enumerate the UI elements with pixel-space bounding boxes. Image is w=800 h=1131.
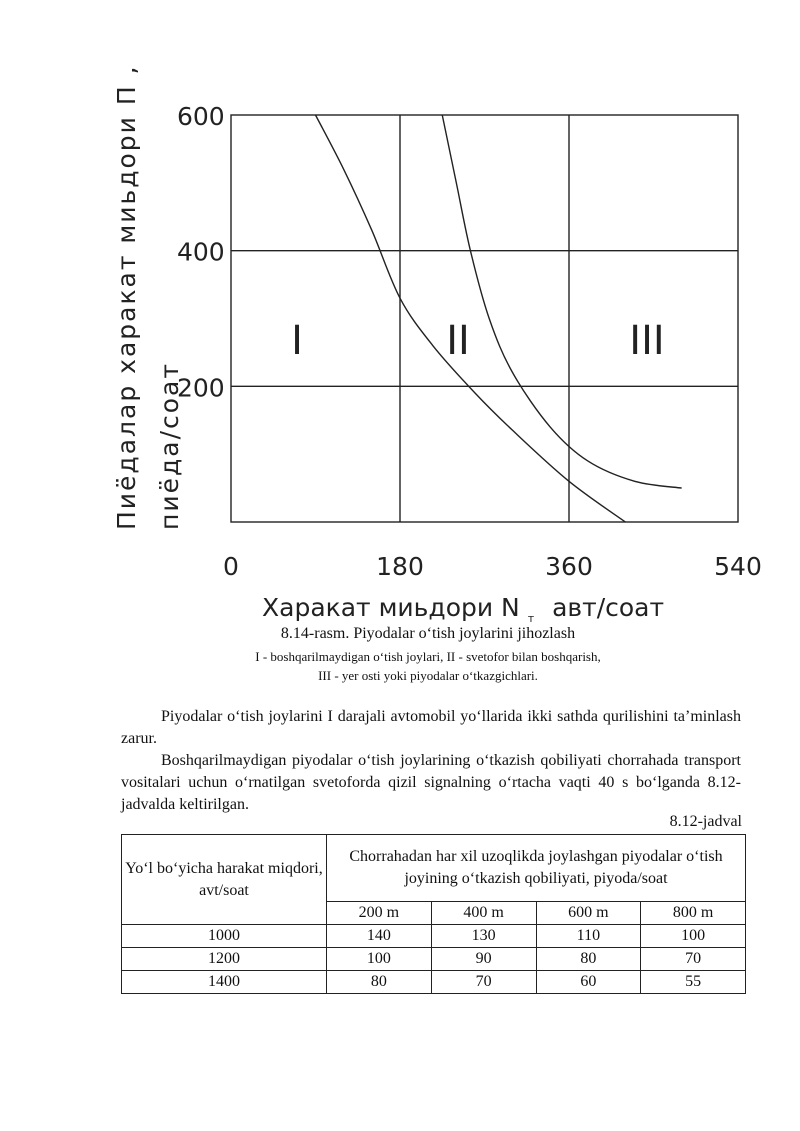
x-axis-label: Харакат миьдори N (262, 593, 520, 622)
paragraph-1: Piyodalar o‘tish joylarini I darajali avtomobil yo‘llarida ikki sathda qurilishini ta’minlash zarur. (121, 708, 741, 747)
group-header-cell: Chorrahadan har xil uzoqlikda joylashgan piyodalar o‘tish joyining o‘tkazish qobiliyati, piyoda/soat (327, 835, 746, 902)
paragraph-2: Boshqarilmaydigan piyodalar o‘tish joylarining o‘tkazish qobiliyati chorrahada transport vositalari uchun o‘rnatilgan svetoforda qizil signalning o‘rtacha vaqti 40 s bo‘lganda 8.12-jadvalda keltirilgan. (121, 752, 741, 813)
table-cell: 1000 (122, 925, 327, 948)
row-header-cell: Yo‘l bo‘yicha harakat miqdori, avt/soat (122, 835, 327, 925)
column-header: 600 m (536, 902, 641, 925)
table-cell: 1200 (122, 948, 327, 971)
region-label: I (291, 318, 303, 364)
x-tick-label: 360 (545, 552, 593, 581)
table-cell: 80 (327, 971, 432, 994)
table-cell: 100 (641, 925, 746, 948)
y-axis-label-line2: пиёда/соат (155, 362, 184, 530)
table-cell: 110 (536, 925, 641, 948)
figure-caption-title: 8.14-rasm. Piyodalar o‘tish joylarini jihozlash (280, 625, 576, 642)
table-row (122, 971, 746, 994)
table-cell: 70 (431, 971, 536, 994)
table-cell: 140 (327, 925, 432, 948)
x-axis-unit: авт/соат (552, 593, 665, 622)
table-row (122, 948, 746, 971)
table-cell: 80 (536, 948, 641, 971)
table-cell: 100 (327, 948, 432, 971)
column-header: 800 m (641, 902, 746, 925)
x-tick-label: 0 (223, 552, 239, 581)
column-header: 200 m (327, 902, 432, 925)
table-cell: 1400 (122, 971, 327, 994)
chart-curves (316, 115, 682, 522)
y-tick-label: 400 (177, 237, 225, 267)
region-label: III (629, 318, 665, 364)
table-cell: 55 (641, 971, 746, 994)
boundary-curve (316, 115, 626, 522)
y-tick-labels (177, 102, 225, 402)
y-tick-label: 600 (177, 102, 225, 131)
table-cell: 130 (431, 925, 536, 948)
column-header: 400 m (431, 902, 536, 925)
figure-caption-line2: III - yer osti yoki piyodalar o‘tkazgichlari. (318, 668, 538, 683)
table-label: 8.12-jadval (669, 813, 742, 830)
y-tick-label: 200 (177, 373, 225, 403)
data-table (121, 834, 746, 994)
table-cell: 60 (536, 971, 641, 994)
boundary-curve (442, 115, 681, 488)
svg-text:Харакат миьдори N т ав (262, 593, 664, 628)
region-labels (291, 318, 665, 364)
figure-caption-line1: I - boshqarilmaydigan o‘tish joylari, II - svetofor bilan boshqarish, (255, 649, 601, 664)
table-cell: 90 (431, 948, 536, 971)
x-tick-label: 180 (376, 552, 424, 581)
x-tick-labels (223, 552, 762, 581)
y-axis-label-line1: Пиёдалар харакат миьдори П , (112, 64, 141, 530)
table-row (122, 925, 746, 948)
table-cell: 70 (641, 948, 746, 971)
x-axis-subscript: т (527, 612, 535, 625)
region-label: II (446, 318, 470, 364)
x-tick-label: 540 (714, 552, 762, 581)
